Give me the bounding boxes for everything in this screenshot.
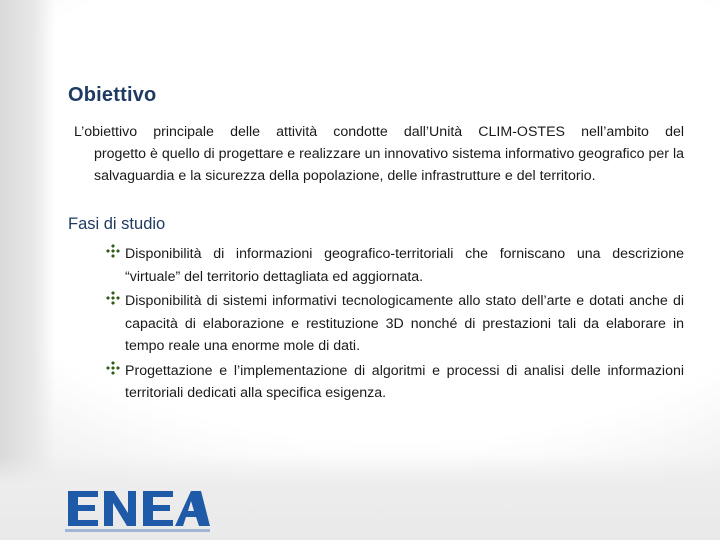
slide-title: Obiettivo (68, 84, 157, 106)
objective-continuation: progetto è quello di progettare e realizzare un innovativo sistema informativo geografico per la salvaguardia e la sicurezza della popolazione, delle infrastrutture e del territorio. (94, 146, 684, 184)
phases-list (106, 243, 684, 407)
phases-heading: Fasi di studio (68, 215, 166, 233)
objective-paragraph (74, 121, 684, 187)
four-diamond-bullet-icon (106, 244, 120, 258)
phase-text-2: Disponibilità di sistemi informativi tecnologicamente allo stato dell’arte e dotati anche di capacità di elaborazione e restituzione 3D nonché di prestazioni tali da elaborare in tempo reale una enorme mole di dati. (125, 293, 684, 354)
objective-first-line: L’obiettivo principale delle attività condotte dall’Unità CLIM-OSTES nell’ambito del (74, 124, 684, 140)
phase-item-2 (106, 290, 684, 358)
phase-text-3: Progettazione e l’implementazione di algoritmi e processi di analisi delle informazioni territoriali dedicati alla specifica esigenza. (125, 362, 684, 401)
phase-item-1 (106, 243, 684, 288)
enea-logo (65, 485, 210, 533)
phase-text-1: Disponibilità di informazioni geografico-territoriali che forniscano una descrizione “virtuale” del territorio dettagliata ed aggiornata. (125, 246, 684, 285)
four-diamond-bullet-icon (106, 361, 120, 375)
phase-item-3 (106, 360, 684, 405)
four-diamond-bullet-icon (106, 291, 120, 305)
